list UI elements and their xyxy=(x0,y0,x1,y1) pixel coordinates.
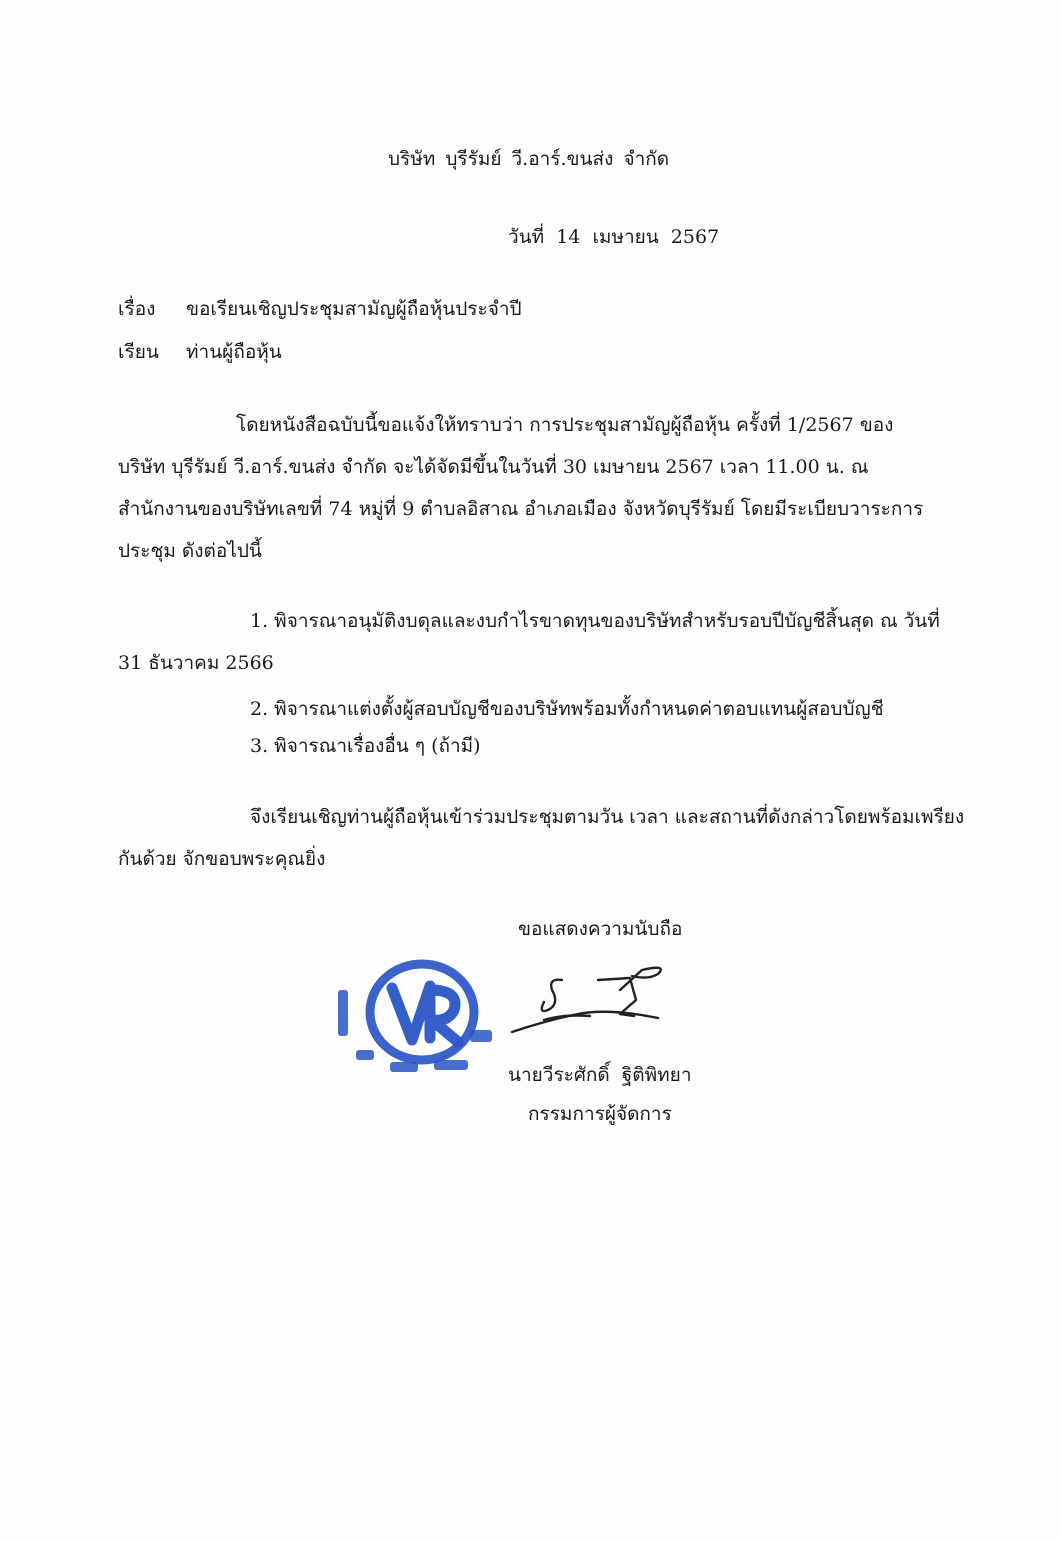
paragraph-1-line-1: โดยหนังสือฉบับนี้ขอแจ้งให้ทราบว่า การประชุมสามัญผู้ถือหุ้น ครั้งที่ 1/2567 ของ xyxy=(236,414,894,436)
paragraph-1-line-4: ประชุม ดังต่อไปนี้ xyxy=(118,540,262,562)
signer-name: นายวีระศักดิ์ ฐิติพิทยา xyxy=(508,1064,692,1086)
paragraph-2-line-2: กันด้วย จักขอบพระคุณยิ่ง xyxy=(118,848,326,870)
company-stamp-icon xyxy=(330,950,506,1090)
recipient-label: เรียน xyxy=(118,341,159,363)
agenda-item-2: 2. พิจารณาแต่งตั้งผู้สอบบัญชีของบริษัทพร้อมทั้งกำหนดค่าตอบแทนผู้สอบบัญชี xyxy=(250,698,884,720)
company-title: บริษัท บุรีรัมย์ วี.อาร์.ขนส่ง จำกัด xyxy=(388,148,670,170)
signer-title: กรรมการผู้จัดการ xyxy=(528,1103,672,1125)
agenda-item-1-line-1: 1. พิจารณาอนุมัติงบดุลและงบกำไรขาดทุนของบริษัทสำหรับรอบปีบัญชีสิ้นสุด ณ วันที่ xyxy=(250,610,940,632)
paragraph-2-line-1: จึงเรียนเชิญท่านผู้ถือหุ้นเข้าร่วมประชุมตามวัน เวลา และสถานที่ดังกล่าวโดยพร้อมเพรียง xyxy=(250,806,965,828)
letter-date: วันที่ 14 เมษายน 2567 xyxy=(508,226,720,248)
agenda-item-3: 3. พิจารณาเรื่องอื่น ๆ (ถ้ามี) xyxy=(250,735,481,757)
paragraph-1-line-3: สำนักงานของบริษัทเลขที่ 74 หมู่ที่ 9 ตำบลอิสาณ อำเภอเมือง จังหวัดบุรีรัมย์ โดยมีระเบียบวาระการ xyxy=(118,498,924,520)
agenda-item-1 xyxy=(118,600,940,684)
subject-text: ขอเรียนเชิญประชุมสามัญผู้ถือหุ้นประจำปี xyxy=(186,298,522,320)
body-paragraph-1 xyxy=(118,404,923,572)
recipient-text: ท่านผู้ถือหุ้น xyxy=(186,341,282,363)
signature-icon xyxy=(508,960,683,1040)
closing-text: ขอแสดงความนับถือ xyxy=(518,918,683,940)
body-paragraph-2 xyxy=(118,796,964,880)
subject-label: เรื่อง xyxy=(118,298,156,320)
agenda-item-1-line-2: 31 ธันวาคม 2566 xyxy=(118,652,274,674)
paragraph-1-line-2: บริษัท บุรีรัมย์ วี.อาร์.ขนส่ง จำกัด จะได้จัดมีขึ้นในวันที่ 30 เมษายน 2567 เวลา 11.00 น. ณ xyxy=(118,456,869,478)
